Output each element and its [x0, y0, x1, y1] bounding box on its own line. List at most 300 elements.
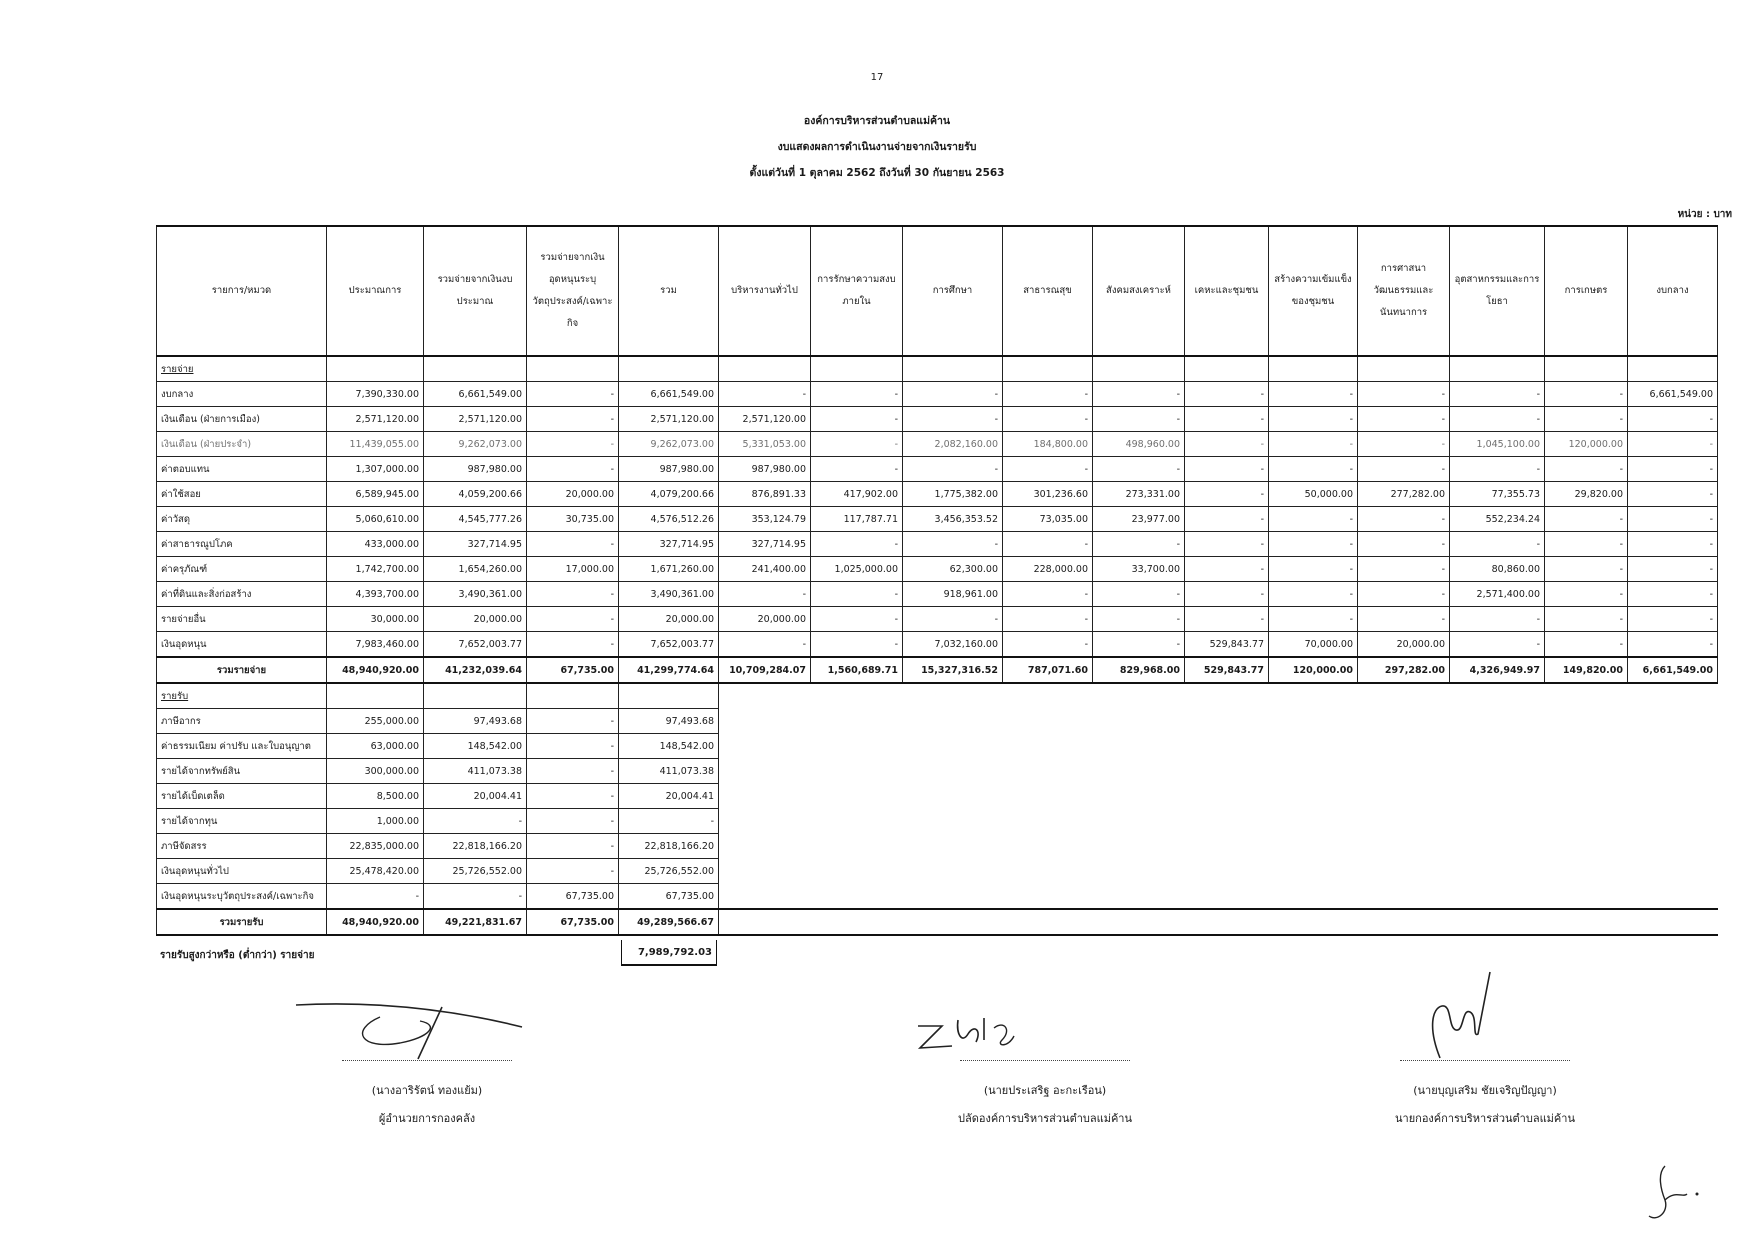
signatory-name-2: (นายประเสริฐ อะกะเรือน) [983, 1084, 1107, 1097]
table-cell: 498,960.00 [1093, 432, 1185, 457]
signatory-name-1: (นางอาริรัตน์ ทองแย้ม) [371, 1084, 483, 1097]
table-cell: 20,000.00 [527, 482, 619, 507]
table-cell: 6,589,945.00 [327, 482, 424, 507]
table-cell: - [1628, 557, 1718, 582]
row-label: เงินอุดหนุนทั่วไป [157, 859, 327, 884]
col-header-religion-culture: การศาสนาวัฒนธรรมและนันทนาการ [1358, 226, 1450, 356]
table-cell: 255,000.00 [327, 709, 424, 734]
revenue-total-row [157, 909, 1718, 935]
empty-area [719, 834, 811, 859]
table-cell: 77,355.73 [1450, 482, 1545, 507]
table-cell: - [1093, 632, 1185, 658]
table-cell: 148,542.00 [619, 734, 719, 759]
table-cell: - [1185, 457, 1269, 482]
table-cell: 327,714.95 [719, 532, 811, 557]
revenue-row [157, 884, 1718, 910]
table-cell: - [1003, 407, 1093, 432]
empty-area [1093, 734, 1185, 759]
table-cell: - [1358, 557, 1450, 582]
table-cell [1269, 356, 1358, 382]
table-cell: - [1269, 582, 1358, 607]
table-cell: 301,236.60 [1003, 482, 1093, 507]
statement-table [156, 225, 1718, 936]
expense-row [157, 457, 1718, 482]
table-cell: 4,059,200.66 [424, 482, 527, 507]
row-label: รวมรายรับ [157, 909, 327, 935]
table-cell: - [1269, 432, 1358, 457]
table-cell: - [1628, 457, 1718, 482]
table-cell: 20,000.00 [719, 607, 811, 632]
org-name: องค์การบริหารส่วนตำบลแม่ค้าน [803, 115, 951, 127]
revenue-row [157, 784, 1718, 809]
table-cell: 5,060,610.00 [327, 507, 424, 532]
table-cell: 120,000.00 [1269, 657, 1358, 683]
table-cell: 11,439,055.00 [327, 432, 424, 457]
table-cell: - [1358, 407, 1450, 432]
empty-area [1358, 734, 1450, 759]
empty-area [1269, 834, 1358, 859]
empty-area [1185, 909, 1269, 935]
table-cell: - [1269, 382, 1358, 407]
table-cell: - [327, 884, 424, 910]
table-cell: 3,490,361.00 [424, 582, 527, 607]
table-cell: 4,393,700.00 [327, 582, 424, 607]
table-cell: 1,671,260.00 [619, 557, 719, 582]
table-cell: - [1358, 532, 1450, 557]
table-cell [424, 356, 527, 382]
table-cell: 97,493.68 [619, 709, 719, 734]
empty-area [1628, 683, 1718, 709]
empty-area [811, 759, 903, 784]
empty-area [1269, 809, 1358, 834]
expense-row [157, 482, 1718, 507]
row-label: เงินอุดหนุนระบุวัตถุประสงค์/เฉพาะกิจ [157, 884, 327, 910]
table-cell: 1,742,700.00 [327, 557, 424, 582]
surplus-value: 7,989,792.03 [621, 940, 717, 966]
table-cell: 63,000.00 [327, 734, 424, 759]
table-cell: 17,000.00 [527, 557, 619, 582]
table-cell: - [811, 457, 903, 482]
table-cell: 10,709,284.07 [719, 657, 811, 683]
table-cell: 22,835,000.00 [327, 834, 424, 859]
empty-area [811, 859, 903, 884]
empty-area [1545, 784, 1628, 809]
empty-area [1545, 909, 1628, 935]
table-cell: 1,025,000.00 [811, 557, 903, 582]
table-cell [619, 683, 719, 709]
table-cell: - [1628, 507, 1718, 532]
table-cell: 987,980.00 [424, 457, 527, 482]
empty-area [1003, 834, 1093, 859]
table-cell: 411,073.38 [619, 759, 719, 784]
table-cell: 300,000.00 [327, 759, 424, 784]
empty-area [1185, 834, 1269, 859]
row-label: ค่าที่ดินและสิ่งก่อสร้าง [157, 582, 327, 607]
table-cell: 30,735.00 [527, 507, 619, 532]
table-cell: - [1545, 532, 1628, 557]
empty-area [1450, 909, 1545, 935]
empty-area [1185, 784, 1269, 809]
table-cell: - [527, 532, 619, 557]
table-cell: 25,726,552.00 [619, 859, 719, 884]
row-label: ค่าวัสดุ [157, 507, 327, 532]
empty-area [1628, 834, 1718, 859]
empty-area [811, 884, 903, 910]
table-cell: 80,860.00 [1450, 557, 1545, 582]
table-cell: 25,726,552.00 [424, 859, 527, 884]
table-cell: - [527, 734, 619, 759]
table-cell: - [1628, 482, 1718, 507]
empty-area [1358, 859, 1450, 884]
empty-area [719, 759, 811, 784]
table-cell: 67,735.00 [527, 657, 619, 683]
table-cell: 41,299,774.64 [619, 657, 719, 683]
table-cell: - [527, 382, 619, 407]
table-cell: - [903, 607, 1003, 632]
empty-area [1003, 909, 1093, 935]
table-cell: - [811, 582, 903, 607]
table-cell: - [1545, 507, 1628, 532]
signature-block-1 [322, 1060, 532, 1127]
revenue-section-label: รายรับ [161, 690, 189, 702]
col-header-public-order: การรักษาความสงบภายใน [811, 226, 903, 356]
empty-area [1358, 784, 1450, 809]
col-header-total: รวม [619, 226, 719, 356]
table-cell: 787,071.60 [1003, 657, 1093, 683]
empty-area [1185, 859, 1269, 884]
table-cell [1450, 356, 1545, 382]
table-cell: 20,000.00 [424, 607, 527, 632]
empty-area [1358, 884, 1450, 910]
table-cell: 6,661,549.00 [619, 382, 719, 407]
table-cell: 327,714.95 [424, 532, 527, 557]
table-cell: 411,073.38 [424, 759, 527, 784]
empty-area [1358, 809, 1450, 834]
empty-area [1450, 859, 1545, 884]
table-cell: - [1269, 507, 1358, 532]
col-header-central-fund: งบกลาง [1628, 226, 1718, 356]
col-header-general-admin: บริหารงานทั่วไป [719, 226, 811, 356]
empty-area [1003, 859, 1093, 884]
table-cell: - [1545, 382, 1628, 407]
report-period: ตั้งแต่วันที่ 1 ตุลาคม 2562 ถึงวันที่ 30 กันยายน 2563 [749, 167, 1005, 179]
empty-area [903, 909, 1003, 935]
empty-area [811, 734, 903, 759]
table-cell: - [719, 582, 811, 607]
table-cell: - [1093, 582, 1185, 607]
table-cell [424, 683, 527, 709]
empty-area [1093, 759, 1185, 784]
table-cell: 2,571,120.00 [719, 407, 811, 432]
table-cell: 7,032,160.00 [903, 632, 1003, 658]
table-cell: - [527, 709, 619, 734]
table-cell [1003, 356, 1093, 382]
empty-area [1628, 734, 1718, 759]
signature-block-2 [895, 1060, 1195, 1127]
table-cell: 30,000.00 [327, 607, 424, 632]
empty-area [1269, 909, 1358, 935]
empty-area [811, 683, 903, 709]
page-number: 17 [870, 72, 884, 83]
col-header-grant-paid: รวมจ่ายจากเงินอุดหนุนระบุวัตถุประสงค์/เฉพาะกิจ [527, 226, 619, 356]
table-cell: - [1545, 607, 1628, 632]
signatory-position-3: นายกองค์การบริหารส่วนตำบลแม่ค้าน [1395, 1112, 1575, 1125]
signature-mark-2 [912, 1010, 1022, 1060]
empty-area [1450, 734, 1545, 759]
table-cell: - [1185, 432, 1269, 457]
col-header-public-health: สาธารณสุข [1003, 226, 1093, 356]
row-label: ภาษีอากร [157, 709, 327, 734]
row-label: ค่าสาธารณูปโภค [157, 532, 327, 557]
empty-area [1450, 759, 1545, 784]
table-cell: 20,000.00 [619, 607, 719, 632]
row-label: รายจ่ายอื่น [157, 607, 327, 632]
table-cell [811, 356, 903, 382]
table-cell: 1,654,260.00 [424, 557, 527, 582]
table-cell: - [527, 457, 619, 482]
table-cell: 529,843.77 [1185, 657, 1269, 683]
table-cell: - [1358, 507, 1450, 532]
empty-area [1358, 709, 1450, 734]
table-cell: - [424, 809, 527, 834]
table-cell: 8,500.00 [327, 784, 424, 809]
table-cell: - [903, 382, 1003, 407]
empty-area [1269, 784, 1358, 809]
empty-area [1358, 909, 1450, 935]
expense-row [157, 507, 1718, 532]
signature-line [1400, 1060, 1570, 1061]
table-cell: 353,124.79 [719, 507, 811, 532]
table-cell: 327,714.95 [619, 532, 719, 557]
table-cell: 4,576,512.26 [619, 507, 719, 532]
table-cell: - [811, 432, 903, 457]
empty-area [1185, 884, 1269, 910]
expense-row [157, 607, 1718, 632]
table-cell: 15,327,316.52 [903, 657, 1003, 683]
table-cell: - [1358, 432, 1450, 457]
row-label: ภาษีจัดสรร [157, 834, 327, 859]
table-cell: - [1628, 632, 1718, 658]
table-cell: - [527, 759, 619, 784]
revenue-row [157, 759, 1718, 784]
empty-area [811, 834, 903, 859]
col-header-social-welfare: สังคมสงเคราะห์ [1093, 226, 1185, 356]
table-cell: - [1269, 607, 1358, 632]
table-cell: 62,300.00 [903, 557, 1003, 582]
empty-area [1093, 884, 1185, 910]
empty-area [1093, 859, 1185, 884]
table-cell [1628, 356, 1718, 382]
empty-area [1450, 784, 1545, 809]
empty-area [1628, 809, 1718, 834]
empty-area [1628, 884, 1718, 910]
empty-area [1545, 834, 1628, 859]
col-header-industry-works: อุตสาหกรรมและการโยธา [1450, 226, 1545, 356]
table-cell: 4,079,200.66 [619, 482, 719, 507]
table-cell: - [1358, 607, 1450, 632]
table-cell: 67,735.00 [619, 884, 719, 910]
table-cell: 97,493.68 [424, 709, 527, 734]
table-cell: - [1003, 532, 1093, 557]
table-cell: 552,234.24 [1450, 507, 1545, 532]
table-cell: - [1003, 382, 1093, 407]
empty-area [903, 759, 1003, 784]
signatory-name-3: (นายบุญเสริม ชัยเจริญปัญญา) [1413, 1084, 1557, 1097]
header-row [157, 226, 1718, 356]
row-label: เงินเดือน (ฝ่ายการเมือง) [157, 407, 327, 432]
empty-area [1093, 809, 1185, 834]
table-cell: 829,968.00 [1093, 657, 1185, 683]
table-cell: 2,571,120.00 [327, 407, 424, 432]
table-cell: 29,820.00 [1545, 482, 1628, 507]
table-cell: - [1450, 607, 1545, 632]
empty-area [1003, 734, 1093, 759]
table-cell: 9,262,073.00 [619, 432, 719, 457]
row-label: รายได้เบ็ดเตล็ด [157, 784, 327, 809]
table-cell: - [1003, 457, 1093, 482]
empty-area [1269, 734, 1358, 759]
empty-area [1628, 759, 1718, 784]
table-cell: 277,282.00 [1358, 482, 1450, 507]
empty-area [1003, 759, 1093, 784]
table-body [157, 356, 1718, 935]
expense-row [157, 432, 1718, 457]
table-cell: - [527, 784, 619, 809]
table-cell: 2,571,120.00 [424, 407, 527, 432]
empty-area [1269, 759, 1358, 784]
table-cell: 4,545,777.26 [424, 507, 527, 532]
section-label [157, 683, 327, 709]
table-cell: 7,652,003.77 [619, 632, 719, 658]
table-cell: - [527, 407, 619, 432]
row-label: รวมรายจ่าย [157, 657, 327, 683]
empty-area [1093, 709, 1185, 734]
table-cell: - [1545, 407, 1628, 432]
table-cell: 987,980.00 [719, 457, 811, 482]
table-cell: - [1093, 532, 1185, 557]
table-cell: - [1628, 407, 1718, 432]
revenue-row [157, 809, 1718, 834]
table-cell: 273,331.00 [1093, 482, 1185, 507]
table-cell: 529,843.77 [1185, 632, 1269, 658]
table-cell: 2,082,160.00 [903, 432, 1003, 457]
table-cell: - [1358, 382, 1450, 407]
empty-area [1628, 909, 1718, 935]
empty-area [1628, 859, 1718, 884]
empty-area [1545, 709, 1628, 734]
table-cell: - [1003, 582, 1093, 607]
empty-area [1185, 734, 1269, 759]
table-cell: - [1003, 607, 1093, 632]
table-cell: - [903, 457, 1003, 482]
table-cell: 23,977.00 [1093, 507, 1185, 532]
empty-area [1545, 683, 1628, 709]
empty-area [1093, 683, 1185, 709]
table-cell [327, 683, 424, 709]
revenue-row [157, 834, 1718, 859]
empty-area [811, 909, 903, 935]
empty-area [1628, 709, 1718, 734]
table-cell: - [1093, 382, 1185, 407]
table-cell: 22,818,166.20 [424, 834, 527, 859]
empty-area [719, 909, 811, 935]
col-header-housing: เคหะและชุมชน [1185, 226, 1269, 356]
expense-section-label: รายจ่าย [161, 363, 194, 375]
expense-section-row [157, 356, 1718, 382]
section-label [157, 356, 327, 382]
table-cell [327, 356, 424, 382]
empty-area [811, 709, 903, 734]
empty-area [1545, 809, 1628, 834]
table-cell: 228,000.00 [1003, 557, 1093, 582]
table-cell [527, 683, 619, 709]
empty-area [1269, 709, 1358, 734]
signatory-position-2: ปลัดองค์การบริหารส่วนตำบลแม่ค้าน [957, 1112, 1133, 1125]
expense-row [157, 632, 1718, 658]
table-cell: - [1545, 632, 1628, 658]
col-header-budget-paid: รวมจ่ายจากเงินงบประมาณ [424, 226, 527, 356]
empty-area [1185, 759, 1269, 784]
signature-mark-3 [1418, 968, 1508, 1068]
empty-area [903, 734, 1003, 759]
empty-area [1185, 809, 1269, 834]
table-cell: - [719, 382, 811, 407]
table-cell: - [1185, 382, 1269, 407]
table-cell: 148,542.00 [424, 734, 527, 759]
table-cell: 22,818,166.20 [619, 834, 719, 859]
table-cell: 1,307,000.00 [327, 457, 424, 482]
table-cell [527, 356, 619, 382]
empty-area [1358, 759, 1450, 784]
table-cell: 117,787.71 [811, 507, 903, 532]
empty-area [1003, 683, 1093, 709]
table-cell: 20,004.41 [619, 784, 719, 809]
row-label: เงินเดือน (ฝ่ายประจำ) [157, 432, 327, 457]
table-cell: 1,045,100.00 [1450, 432, 1545, 457]
table-cell: 987,980.00 [619, 457, 719, 482]
initial-mark [1635, 1160, 1705, 1230]
table-cell: 20,000.00 [1358, 632, 1450, 658]
table-cell: 241,400.00 [719, 557, 811, 582]
expense-total-row [157, 657, 1718, 683]
table-cell: 7,983,460.00 [327, 632, 424, 658]
signature-block-3 [1335, 1060, 1635, 1127]
col-header-estimate: ประมาณการ [327, 226, 424, 356]
empty-area [1093, 784, 1185, 809]
report-title: งบแสดงผลการดำเนินงานจ่ายจากเงินรายรับ [777, 141, 977, 153]
table-cell [1545, 356, 1628, 382]
empty-area [811, 809, 903, 834]
empty-area [1003, 709, 1093, 734]
table-cell: - [1185, 557, 1269, 582]
table-cell: - [1450, 532, 1545, 557]
expense-row [157, 407, 1718, 432]
table-cell: 6,661,549.00 [1628, 382, 1718, 407]
table-cell: - [1450, 382, 1545, 407]
table-cell: 6,661,549.00 [1628, 657, 1718, 683]
table-cell: 48,940,920.00 [327, 909, 424, 935]
table-cell: 49,221,831.67 [424, 909, 527, 935]
col-header-education: การศึกษา [903, 226, 1003, 356]
table-cell: - [903, 532, 1003, 557]
empty-area [1269, 683, 1358, 709]
row-label: ค่าตอบแทน [157, 457, 327, 482]
table-cell: 6,661,549.00 [424, 382, 527, 407]
col-header-item: รายการ/หมวด [157, 226, 327, 356]
table-cell: 2,571,400.00 [1450, 582, 1545, 607]
empty-area [1450, 809, 1545, 834]
table-cell: - [1003, 632, 1093, 658]
